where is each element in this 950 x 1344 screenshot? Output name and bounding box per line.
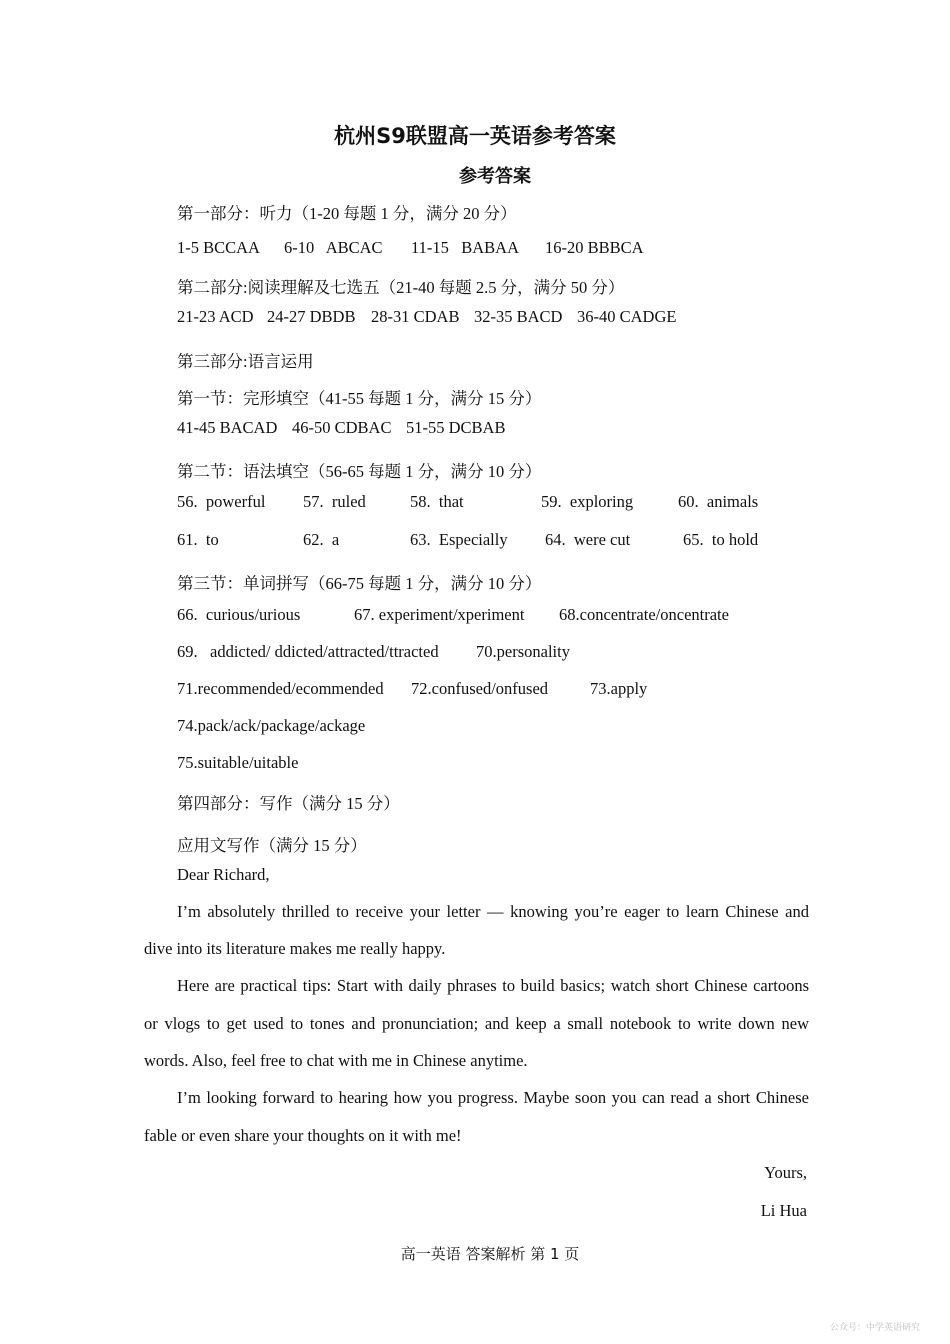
- part1-heading: 第一部分：听力（1-20 每题 1 分，满分 20 分）: [177, 204, 517, 223]
- grammar-answer: 57. ruled: [303, 492, 366, 511]
- part2-heading: 第二部分:阅读理解及七选五（21-40 每题 2.5 分，满分 50 分）: [177, 278, 625, 297]
- grammar-answer: 60. animals: [678, 492, 759, 511]
- letter-paragraph-line: I’m absolutely thrilled to receive your letter — knowing you’re eager to learn Chinese and: [177, 902, 809, 921]
- answer-group: 32-35 BACD: [474, 307, 563, 326]
- letter-closing: Yours,: [764, 1163, 807, 1182]
- part4-subheading: 应用文写作（满分 15 分）: [177, 836, 367, 855]
- grammar-answer: 64. were cut: [545, 530, 631, 549]
- answer-group: 6-10 ABCAC: [284, 238, 383, 257]
- answer-group: 46-50 CDBAC: [292, 418, 392, 437]
- part3-section2-heading: 第二节：语法填空（56-65 每题 1 分，满分 10 分）: [177, 462, 542, 481]
- part3-section1-heading: 第一节：完形填空（41-55 每题 1 分，满分 15 分）: [177, 389, 542, 408]
- letter-paragraph-line: words. Also, feel free to chat with me in Chinese anytime.: [144, 1051, 528, 1070]
- page-title: 杭州S9联盟高一英语参考答案: [334, 124, 616, 148]
- part3-section3-heading: 第三节：单词拼写（66-75 每题 1 分，满分 10 分）: [177, 574, 542, 593]
- spelling-answer: 74.pack/ack/package/ackage: [177, 716, 366, 735]
- answer-group: 21-23 ACD: [177, 307, 254, 326]
- grammar-answer: 65. to hold: [683, 530, 759, 549]
- answer-group: 16-20 BBBCA: [545, 238, 644, 257]
- letter-paragraph-line: I’m looking forward to hearing how you progress. Maybe soon you can read a short Chinese: [177, 1088, 809, 1107]
- answer-group: 1-5 BCCAA: [177, 238, 260, 257]
- spelling-answer: 72.confused/onfused: [411, 679, 549, 698]
- letter-signature: Li Hua: [760, 1201, 807, 1220]
- answer-group: 51-55 DCBAB: [406, 418, 506, 437]
- answer-group: 24-27 DBDB: [267, 307, 356, 326]
- part3-heading: 第三部分:语言运用: [177, 352, 314, 371]
- letter-paragraph-line: dive into its literature makes me really happy.: [144, 939, 446, 958]
- spelling-answer: 73.apply: [590, 679, 648, 698]
- spelling-answer: 71.recommended/ecommended: [177, 679, 384, 698]
- page-footer: 高一英语 答案解析 第 1 页: [400, 1245, 580, 1263]
- spelling-answer: 69. addicted/ ddicted/attracted/ttracted: [177, 642, 439, 661]
- answer-group: 11-15 BABAA: [411, 238, 520, 257]
- watermark: 公众号：中学英语研究: [829, 1323, 920, 1333]
- spelling-answer: 75.suitable/uitable: [177, 753, 299, 772]
- grammar-answer: 61. to: [177, 530, 219, 549]
- page-subtitle: 参考答案: [459, 166, 531, 187]
- grammar-answer: 62. a: [303, 530, 340, 549]
- grammar-answer: 58. that: [410, 492, 464, 511]
- spelling-answer: 66. curious/urious: [177, 605, 301, 624]
- grammar-answer: 59. exploring: [541, 492, 634, 511]
- spelling-answer: 70.personality: [476, 642, 570, 661]
- part4-heading: 第四部分：写作（满分 15 分）: [177, 794, 400, 813]
- letter-paragraph-line: fable or even share your thoughts on it with me!: [144, 1126, 462, 1145]
- answer-group: 41-45 BACAD: [177, 418, 278, 437]
- spelling-answer: 67. experiment/xperiment: [354, 605, 525, 624]
- answer-group: 28-31 CDAB: [371, 307, 460, 326]
- answer-group: 36-40 CADGE: [577, 307, 677, 326]
- letter-paragraph-line: or vlogs to get used to tones and pronunciation; and keep a small notebook to write down new: [144, 1014, 809, 1033]
- grammar-answer: 63. Especially: [410, 530, 508, 549]
- letter-paragraph-line: Here are practical tips: Start with daily phrases to build basics; watch short Chinese cartoons: [177, 976, 809, 995]
- grammar-answer: 56. powerful: [177, 492, 266, 511]
- letter-greeting: Dear Richard,: [177, 865, 270, 884]
- spelling-answer: 68.concentrate/oncentrate: [559, 605, 729, 624]
